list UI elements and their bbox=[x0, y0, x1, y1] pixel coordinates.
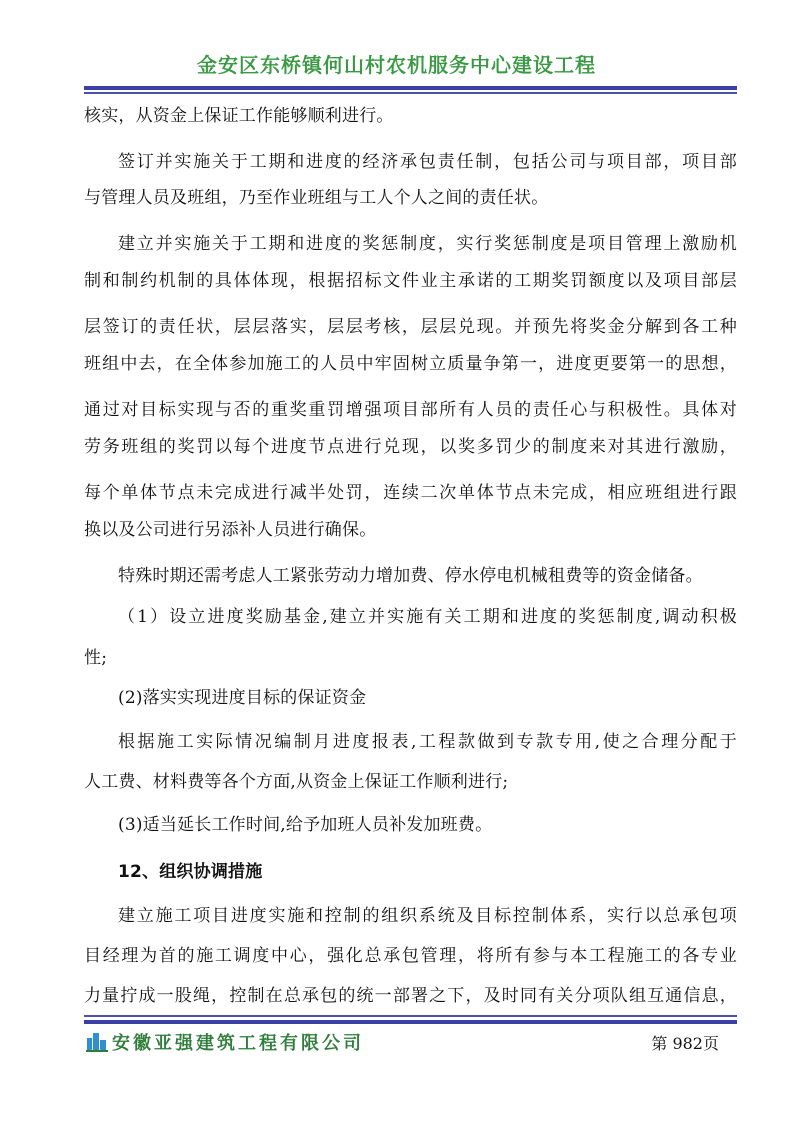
body-line: （1）设立进度奖励基金,建立并实施有关工期和进度的奖惩制度,调动积极 bbox=[118, 607, 737, 627]
footer-rule-thick bbox=[84, 1020, 737, 1024]
body-line: 签订并实施关于工期和进度的经济承包责任制，包括公司与项目部，项目部 bbox=[118, 152, 737, 172]
header-rule-thin bbox=[84, 92, 737, 94]
body-line: 建立施工项目进度实施和控制的组织系统及目标控制体系，实行以总承包项 bbox=[118, 906, 737, 926]
body-line: 人工费、材料费等各个方面,从资金上保证工作顺利进行; bbox=[84, 772, 509, 792]
body-line: (3)适当延长工作时间,给予加班人员补发加班费。 bbox=[118, 815, 493, 835]
body-line: 每个单体节点未完成进行减半处罚，连续二次单体节点未完成，相应班组进行跟 bbox=[84, 483, 737, 503]
header-rule-thick bbox=[84, 86, 737, 90]
body-line: 层签订的责任状，层层落实，层层考核，层层兑现。并预先将奖金分解到各工种 bbox=[84, 317, 737, 337]
building-logo-icon bbox=[86, 1030, 108, 1052]
body-line: 根据施工实际情况编制月进度报表,工程款做到专款专用,使之合理分配于 bbox=[118, 732, 737, 752]
body-line: 特殊时期还需考虑人工紧张劳动力增加费、停水停电机械租费等的资金储备。 bbox=[118, 566, 703, 586]
body-line: 通过对目标实现与否的重奖重罚增强项目部所有人员的责任心与积极性。具体对 bbox=[84, 400, 737, 420]
footer-company-name: 安徽亚强建筑工程有限公司 bbox=[112, 1033, 364, 1054]
header-title: 金安区东桥镇何山村农机服务中心建设工程 bbox=[197, 53, 596, 77]
body-line: (2)落实实现进度目标的保证资金 bbox=[118, 688, 367, 708]
body-line: 力量拧成一股绳，控制在总承包的统一部署之下，及时同有关分项队组互通信息， bbox=[84, 986, 737, 1006]
body-line: 制和制约机制的具体体现，根据招标文件业主承诺的工期奖罚额度以及项目部层 bbox=[84, 271, 737, 291]
body-line: 换以及公司进行另添补人员进行确保。 bbox=[84, 520, 377, 540]
body-line: 建立并实施关于工期和进度的奖惩制度，实行奖惩制度是项目管理上激励机 bbox=[118, 234, 737, 254]
section-heading: 12、组织协调措施 bbox=[118, 862, 263, 882]
body-line: 目经理为首的施工调度中心，强化总承包管理，将所有参与本工程施工的各专业 bbox=[84, 946, 737, 966]
body-line: 劳务班组的奖罚以每个进度节点进行兑现，以奖多罚少的制度来对其进行激励， bbox=[84, 437, 737, 457]
body-line: 性; bbox=[84, 648, 108, 668]
page-number: 第 982页 bbox=[651, 1034, 719, 1053]
body-line: 核实，从资金上保证工作能够顺利进行。 bbox=[84, 106, 394, 126]
footer-rule-thin bbox=[84, 1015, 737, 1017]
body-line: 与管理人员及班组，乃至作业班组与工人个人之间的责任状。 bbox=[84, 188, 549, 208]
body-line: 班组中去，在全体参加施工的人员中牢固树立质量争第一，进度更要第一的思想， bbox=[84, 354, 737, 374]
